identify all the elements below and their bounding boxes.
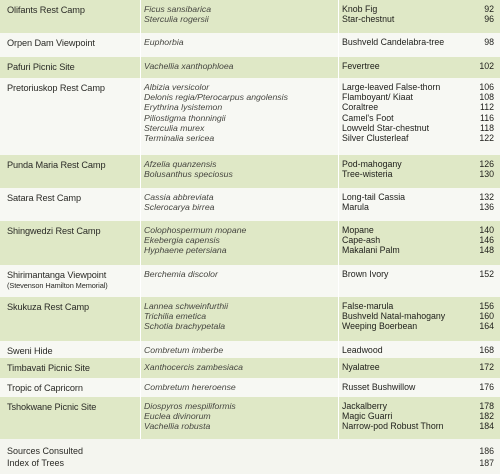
scientific-name: Bolusanthus speciosus [144,169,233,180]
common-names-cell [342,188,468,212]
page-numbers-cell [470,57,494,71]
common-name: Leadwood [342,345,383,355]
column-divider [140,78,141,155]
contents-row [0,378,500,397]
page-numbers-cell [470,341,494,355]
column-divider [338,397,339,439]
location-cell [7,378,142,394]
page-number: 148 [479,245,494,256]
scientific-names-cell [144,155,342,179]
page-number: 116 [479,112,494,123]
column-divider [140,265,141,297]
common-name: Brown Ivory [342,269,389,279]
scientific-names-cell [144,188,342,212]
location-name: Olifants Rest Camp [7,5,85,15]
column-divider [338,265,339,297]
page-number: 160 [479,311,494,322]
common-name: Pod-mahogany [342,159,402,169]
location-cell [7,78,142,94]
common-names-cell [342,0,468,24]
page-numbers-cell [470,155,494,179]
contents-row [0,57,500,78]
common-names-cell [342,397,468,432]
location-cell [7,297,142,313]
scientific-name: Vachellia xanthophloea [144,61,234,71]
back-matter-page: 187 [479,458,494,468]
page-number: 132 [479,192,494,202]
common-name: Flamboyant/ Kiaat [342,92,413,103]
scientific-name: Piliostigma thonningii [144,112,226,123]
scientific-name: Trichilia emetica [144,311,207,322]
page-number: 182 [479,411,494,422]
scientific-name: Colophospermum mopane [144,225,247,235]
column-divider [140,397,141,439]
column-divider [140,341,141,358]
location-cell [7,188,142,204]
column-divider [338,378,339,397]
page-number: 122 [479,133,494,144]
column-divider [140,188,141,221]
column-divider [338,57,339,78]
scientific-name: Albizia versicolor [144,82,210,92]
common-name: Silver Clusterleaf [342,133,409,144]
scientific-name: Lannea schweinfurthii [144,301,229,311]
page-number: 156 [479,301,494,311]
scientific-names-cell [144,378,342,392]
scientific-name: Combretum imberbe [144,345,224,355]
page-number: 126 [479,159,494,169]
location-note: (Stevenson Hamilton Memorial) [7,281,108,290]
scientific-name: Afzelia quanzensis [144,159,217,169]
location-cell [7,265,142,290]
page-number: 152 [479,269,494,279]
scientific-names-cell [144,0,342,24]
location-name: Punda Maria Rest Camp [7,160,106,170]
location-name: Timbavati Picnic Site [7,363,90,373]
common-name: Knob Fig [342,4,378,14]
column-divider [140,221,141,265]
location-name: Shirimantanga Viewpoint [7,270,107,280]
location-cell [7,155,142,171]
common-names-cell [342,221,468,256]
scientific-name: Diospyros mespiliformis [144,401,236,411]
column-divider [140,297,141,341]
column-divider [338,78,339,155]
page-number: 184 [479,421,494,432]
back-matter-label: Sources Consulted [7,446,84,456]
scientific-names-cell [144,78,342,143]
scientific-names-cell [144,265,342,279]
column-divider [338,358,339,378]
common-name: Weeping Boerbean [342,321,418,332]
page-number: 140 [479,225,494,235]
scientific-name: Berchemia discolor [144,269,218,279]
common-name: Bushveld Natal-mahogany [342,311,446,322]
common-names-cell [342,341,468,355]
location-cell [7,57,142,73]
common-name: Tree-wisteria [342,169,393,180]
common-names-cell [342,265,468,279]
contents-row [0,397,500,439]
location-cell [7,33,142,49]
common-name: Magic Guarri [342,411,393,422]
location-cell [7,221,142,237]
contents-row [0,0,500,33]
page-numbers-cell [470,297,494,332]
common-names-cell [342,33,468,47]
page-number: 106 [479,82,494,92]
page-number: 168 [479,345,494,355]
scientific-name: Vachellia robusta [144,421,211,432]
scientific-names-cell [144,397,342,432]
scientific-name: Hyphaene petersiana [144,245,227,256]
page-number: 108 [479,92,494,103]
common-names-cell [342,358,468,372]
scientific-name: Euphorbia [144,37,184,47]
common-name: Star-chestnut [342,14,395,25]
page-numbers-cell [470,0,494,24]
column-divider [140,358,141,378]
page-number: 176 [479,382,494,392]
location-cell [7,397,142,413]
scientific-names-cell [144,341,342,355]
common-names-cell [342,78,468,143]
common-names-cell [342,378,468,392]
common-name: Lowveld Star-chestnut [342,122,430,133]
scientific-name: Schotia brachypetala [144,321,226,332]
common-name: Russet Bushwillow [342,382,416,392]
common-names-cell [342,57,468,71]
common-name: False-marula [342,301,394,311]
back-matter-pages [470,445,494,469]
contents-row [0,78,500,155]
common-name: Coraltree [342,102,379,113]
contents-row [0,358,500,378]
back-matter-label: Index of Trees [7,458,65,468]
column-divider [338,341,339,358]
location-cell [7,0,142,16]
common-name: Bushveld Candelabra-tree [342,37,445,47]
common-name: Mopane [342,225,374,235]
page-numbers-cell [470,33,494,47]
common-name: Cape-ash [342,235,381,246]
common-name: Marula [342,202,369,213]
page-numbers-cell [470,358,494,372]
page-number: 118 [479,122,494,133]
contents-row [0,33,500,57]
scientific-names-cell [144,221,342,256]
page-number: 172 [479,362,494,372]
scientific-name: Ekebergia capensis [144,235,220,246]
common-names-cell [342,155,468,179]
page-number: 136 [479,202,494,213]
common-name: Fevertree [342,61,380,71]
location-name: Satara Rest Camp [7,193,81,203]
scientific-names-cell [144,57,342,71]
page-number: 178 [479,401,494,411]
common-name: Long-tail Cassia [342,192,406,202]
page-number: 146 [479,235,494,246]
column-divider [338,33,339,57]
scientific-name: Ficus sansibarica [144,4,212,14]
location-name: Pafuri Picnic Site [7,62,75,72]
scientific-name: Cassia abbreviata [144,192,214,202]
scientific-name: Sterculia rogersii [144,14,209,25]
page-numbers-cell [470,188,494,212]
page-number: 112 [479,102,494,113]
contents-row [0,155,500,188]
contents-row [0,297,500,341]
contents-row [0,265,500,297]
common-name: Large-leaved False-thorn [342,82,441,92]
contents-row [0,188,500,221]
column-divider [140,378,141,397]
scientific-name: Sclerocarya birrea [144,202,215,213]
page-number: 92 [484,4,494,14]
scientific-name: Terminalia sericea [144,133,215,144]
page-number: 164 [479,321,494,332]
location-name: Tropic of Capricorn [7,383,83,393]
scientific-names-cell [144,358,342,372]
common-name: Jackalberry [342,401,387,411]
page-numbers-cell [470,78,494,143]
page-numbers-cell [470,265,494,279]
common-name: Camel's Foot [342,112,394,123]
contents-row [0,341,500,358]
scientific-name: Euclea divinorum [144,411,211,422]
column-divider [338,221,339,265]
contents-row [0,221,500,265]
common-name: Makalani Palm [342,245,400,256]
common-names-cell [342,297,468,332]
scientific-name: Delonis regia/Pterocarpus angolensis [144,92,288,103]
page-numbers-cell [470,221,494,256]
column-divider [338,188,339,221]
column-divider [338,155,339,188]
common-name: Narrow-pod Robust Thorn [342,421,444,432]
column-divider [140,57,141,78]
page-number: 96 [484,14,494,25]
page-number: 102 [479,61,494,71]
column-divider [338,0,339,33]
column-divider [140,155,141,188]
column-divider [140,33,141,57]
location-name: Pretoriuskop Rest Camp [7,83,105,93]
location-name: Shingwedzi Rest Camp [7,226,101,236]
location-name: Tshokwane Picnic Site [7,402,97,412]
location-name: Skukuza Rest Camp [7,302,90,312]
page-numbers-cell [470,378,494,392]
scientific-names-cell [144,297,342,332]
location-name: Orpen Dam Viewpoint [7,38,95,48]
scientific-name: Xanthocercis zambesiaca [144,362,243,372]
column-divider [140,0,141,33]
common-name: Nyalatree [342,362,380,372]
scientific-name: Sterculia murex [144,122,205,133]
location-cell [7,358,142,374]
page-number: 98 [484,37,494,47]
page-number: 130 [479,169,494,180]
back-matter-page: 186 [479,446,494,456]
location-name: Sweni Hide [7,346,53,356]
location-cell [7,341,142,357]
scientific-name: Combretum hereroense [144,382,236,392]
page-numbers-cell [470,397,494,432]
scientific-names-cell [144,33,342,47]
column-divider [338,297,339,341]
back-matter-labels [7,445,83,469]
scientific-name: Erythrina lysistemon [144,102,223,113]
